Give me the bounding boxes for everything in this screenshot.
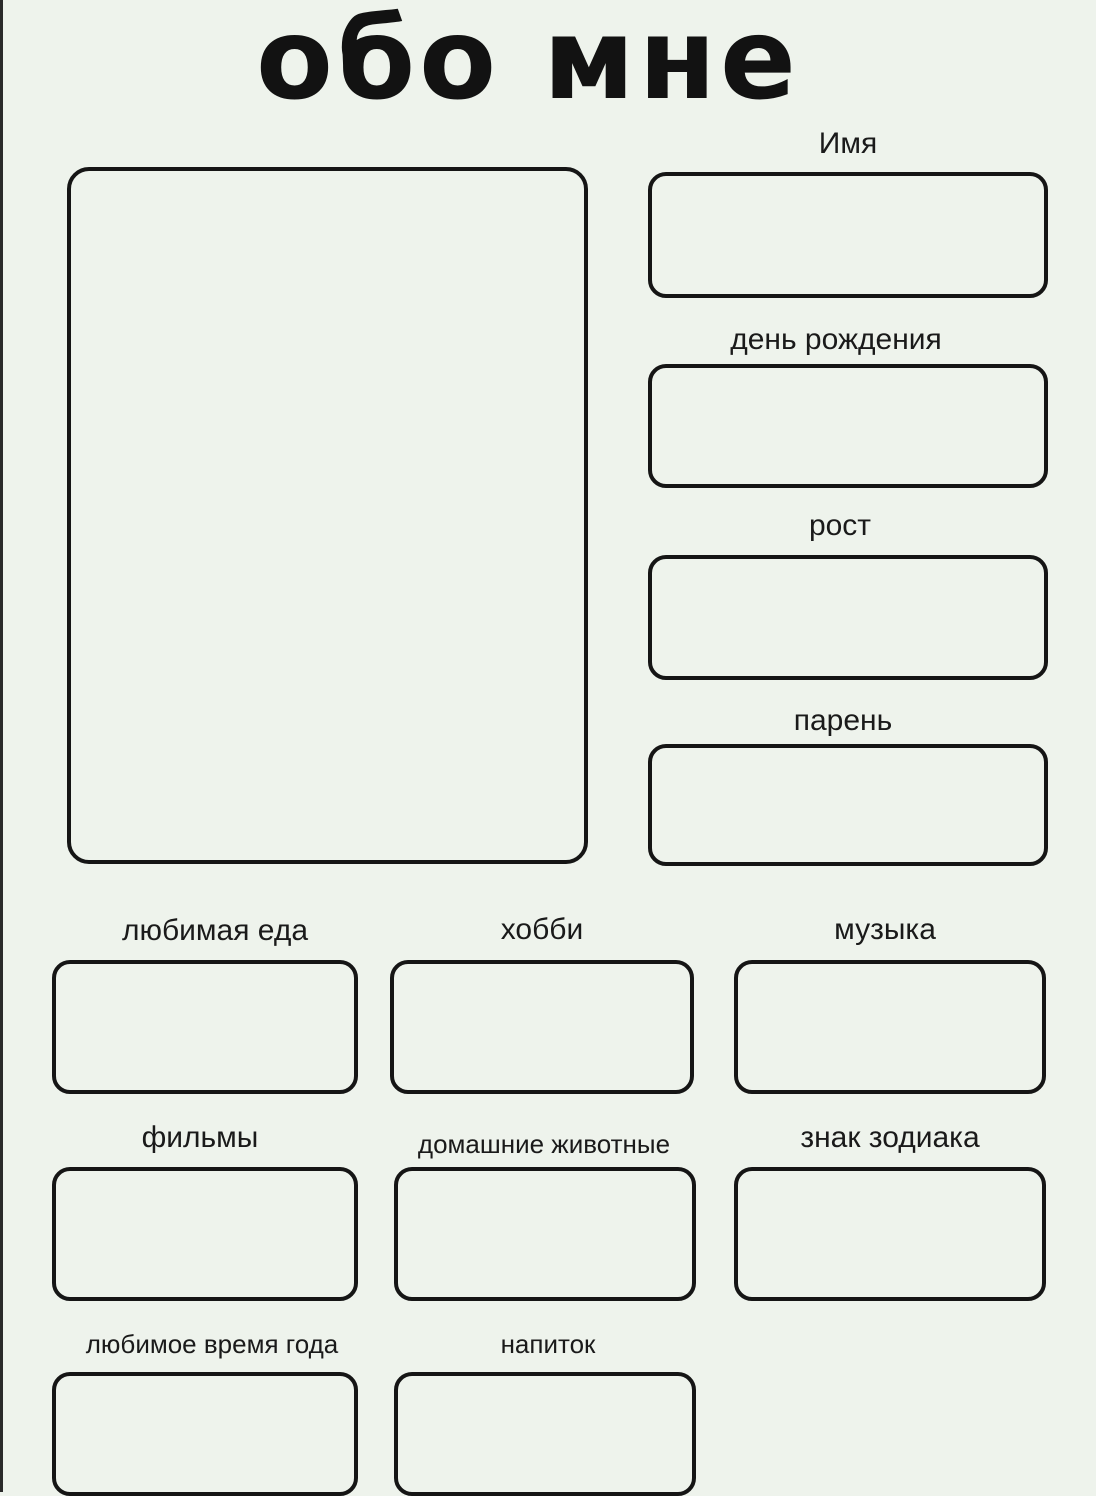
field-label-hobbies: хобби — [500, 913, 584, 946]
field-label-name: Имя — [818, 127, 878, 160]
field-box-name[interactable] — [648, 172, 1048, 298]
field-label-birthday: день рождения — [730, 323, 942, 356]
field-box-favorite-season[interactable] — [52, 1372, 358, 1496]
field-box-boyfriend[interactable] — [648, 744, 1048, 866]
field-box-hobbies[interactable] — [390, 960, 694, 1094]
field-label-pets: домашние животные — [417, 1129, 671, 1159]
field-box-birthday[interactable] — [648, 364, 1048, 488]
field-box-height[interactable] — [648, 555, 1048, 680]
field-box-pets[interactable] — [394, 1167, 696, 1301]
field-label-music: музыка — [834, 913, 936, 946]
field-box-drink[interactable] — [394, 1372, 696, 1496]
field-box-music[interactable] — [734, 960, 1046, 1094]
page-left-edge — [0, 0, 3, 1492]
field-label-favorite-food: любимая еда — [121, 914, 309, 947]
field-label-zodiac: знак зодиака — [800, 1121, 980, 1154]
photo-frame[interactable] — [67, 167, 588, 864]
field-box-movies[interactable] — [52, 1167, 358, 1301]
field-box-favorite-food[interactable] — [52, 960, 358, 1094]
field-label-drink: напиток — [500, 1329, 596, 1359]
field-label-favorite-season: любимое время года — [85, 1329, 339, 1359]
field-box-zodiac[interactable] — [734, 1167, 1046, 1301]
field-label-height: рост — [808, 509, 872, 542]
page-title: обо мне — [256, 0, 800, 125]
field-label-movies: фильмы — [141, 1121, 259, 1154]
field-label-boyfriend: парень — [793, 704, 893, 737]
